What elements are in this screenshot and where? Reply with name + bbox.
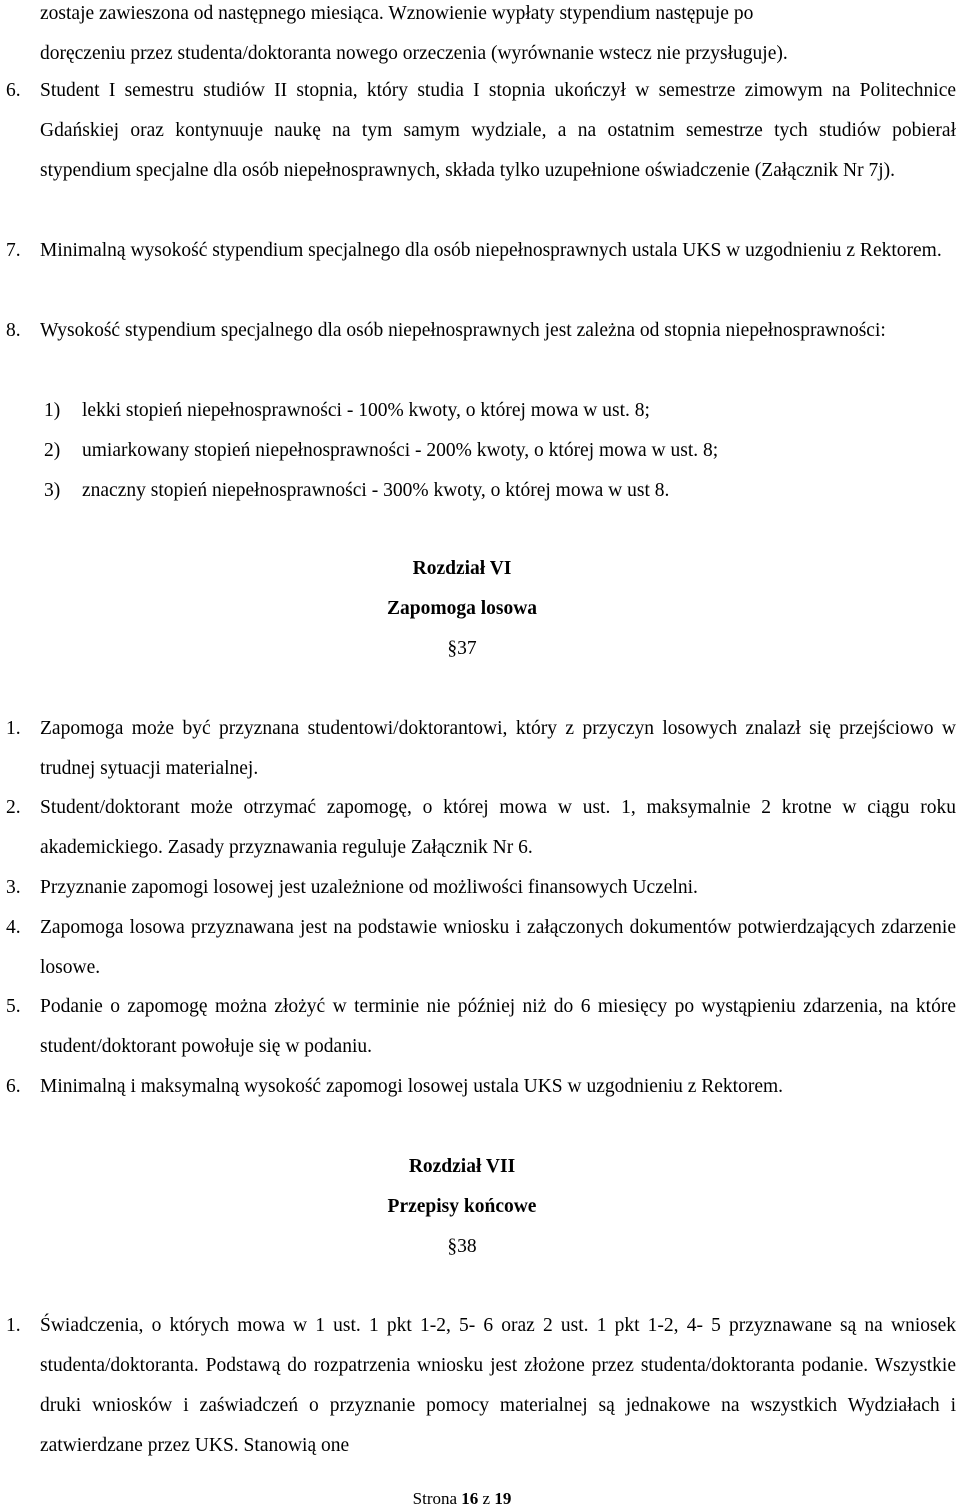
list-item [6, 311, 956, 351]
chapter-title: Rozdział VI [412, 558, 512, 579]
item-number: 5. [6, 996, 21, 1017]
list-item [6, 71, 956, 191]
chapter-subtitle: Przepisy końcowe [387, 1196, 537, 1217]
intro-line-1: zostaje zawieszona od następnego miesiąca. Wznowienie wypłaty stypendium następuje po [40, 3, 754, 24]
item-text: Zapomoga losowa przyznawana jest na podstawie wniosku i załączonych dokumentów potwierdzających zdarzenie losowe. [40, 917, 956, 978]
item-number: 1. [6, 718, 21, 739]
sub-list-item [44, 431, 924, 471]
item-text: Przyznanie zapomogi losowej jest uzależnione od możliwości finansowych Uczelni. [40, 877, 698, 898]
footer-total-pages: 19 [494, 1489, 512, 1508]
intro-line-2: doręczeniu przez studenta/doktoranta nowego orzeczenia (wyrównanie wstecz nie przysługuje). [40, 43, 788, 64]
item-number: 7. [6, 240, 21, 261]
item-number: 3. [6, 877, 21, 898]
item-number: 6. [6, 80, 21, 101]
item-number: 8. [6, 320, 21, 341]
chapter-subtitle: Zapomoga losowa [386, 598, 538, 619]
chapter-title: Rozdział VII [408, 1156, 516, 1177]
item-text: Student/doktorant może otrzymać zapomogę, o której mowa w ust. 1, maksymalnie 2 krotne w ciągu roku akademickiego. Zasady przyznawania reguluje Załącznik Nr 6. [40, 797, 956, 858]
list-item [6, 908, 956, 988]
sub-item-text: umiarkowany stopień niepełnosprawności - 200% kwoty, o której mowa w ust. 8; [82, 440, 719, 461]
item-number: 2. [6, 797, 21, 818]
item-text: Wysokość stypendium specjalnego dla osób niepełnosprawnych jest zależna od stopnia niepełnosprawności: [40, 320, 886, 341]
item-text: Zapomoga może być przyznana studentowi/doktorantowi, który z przyczyn losowych znalazł się przejściowo w trudnej sytuacji materialnej. [40, 718, 956, 779]
sub-item-number: 3) [44, 480, 61, 501]
sub-item-text: lekki stopień niepełnosprawności - 100% kwoty, o której mowa w ust. 8; [82, 400, 650, 421]
sub-item-number: 1) [44, 400, 61, 421]
item-text: Podanie o zapomogę można złożyć w terminie nie później niż do 6 miesięcy po wystąpieniu zdarzenia, na które student/doktorant powołuje się w podaniu. [40, 996, 956, 1057]
section-sign-icon: § [447, 638, 458, 659]
page-footer [0, 1488, 924, 1510]
paragraph-number [0, 629, 924, 669]
item-text: Świadczenia, o których mowa w 1 ust. 1 pkt 1-2, 5- 6 oraz 2 ust. 1 pkt 1-2, 4- 5 przyznawane są na wniosek studenta/doktoranta. Podstawą do rozpatrzenia wniosku jest złożone przez studenta/doktoranta podanie. Wszystkie druki wniosków i zaświadczeń o przyznanie pomocy materialnej są jednakowe na wszystkich Wydziałach i zatwierdzane przez UKS. Stanowią one [40, 1315, 956, 1456]
list-item [6, 1067, 956, 1107]
section-sign-icon: § [447, 1236, 458, 1257]
list-item [6, 868, 956, 908]
footer-separator: z [482, 1489, 491, 1508]
paragraph-number-value: 37 [457, 638, 477, 659]
paragraph-number [0, 1227, 924, 1267]
item-number: 1. [6, 1315, 21, 1336]
footer-page-number: 16 [461, 1489, 479, 1508]
item-text: Minimalną i maksymalną wysokość zapomogi losowej ustala UKS w uzgodnieniu z Rektorem. [40, 1076, 784, 1097]
sub-item-number: 2) [44, 440, 61, 461]
list-item [6, 231, 956, 271]
sub-item-text: znaczny stopień niepełnosprawności - 300% kwoty, o której mowa w ust 8. [82, 480, 670, 501]
item-text: Minimalną wysokość stypendium specjalnego dla osób niepełnosprawnych ustala UKS w uzgodnieniu z Rektorem. [40, 240, 942, 261]
list-item [6, 788, 956, 868]
item-number: 4. [6, 917, 21, 938]
list-item [6, 987, 956, 1067]
sub-list-item [44, 471, 924, 511]
footer-prefix: Strona [412, 1489, 458, 1508]
sub-list-item [44, 391, 924, 431]
paragraph-number-value: 38 [457, 1236, 477, 1257]
item-number: 6. [6, 1076, 21, 1097]
list-item [6, 709, 956, 789]
list-item [6, 1306, 956, 1466]
item-text: Student I semestru studiów II stopnia, który studia I stopnia ukończył w semestrze zimowym na Politechnice Gdańskiej oraz kontynuuje naukę na tym samym wydziale, a na ostatnim semestrze tych studiów pobierał stypendium specjalne dla osób niepełnosprawnych, składa tylko uzupełnione oświadczenie (Załącznik Nr 7j). [40, 80, 956, 181]
